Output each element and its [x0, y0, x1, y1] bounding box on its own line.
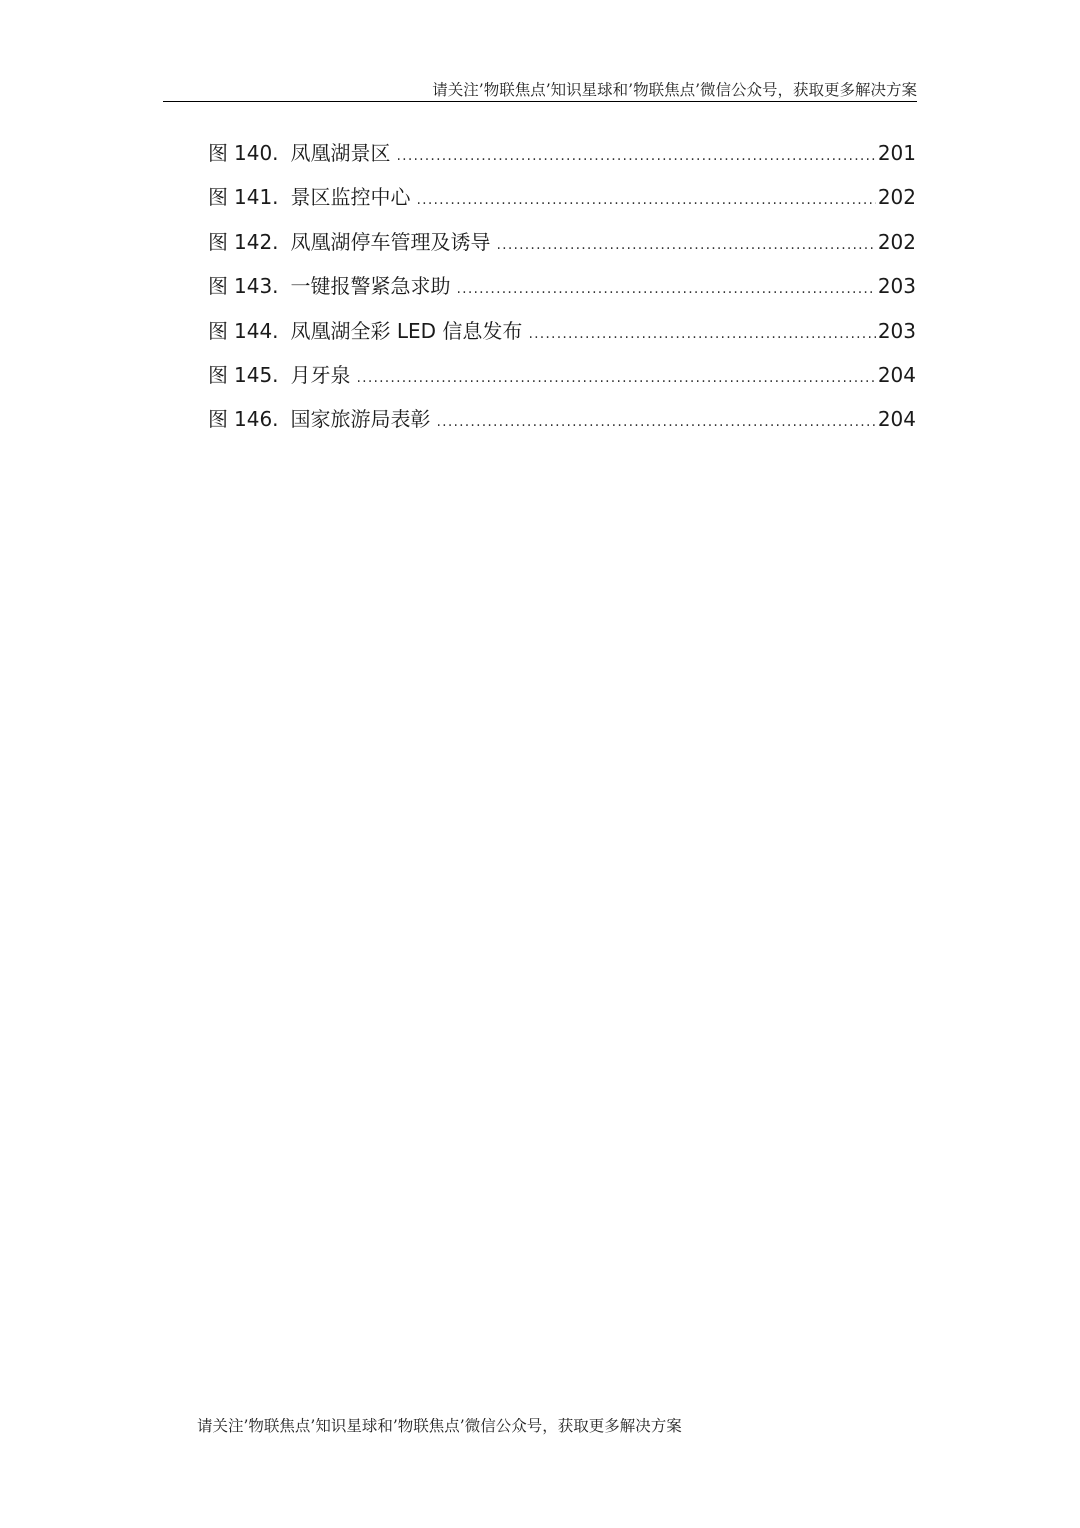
toc-entry-page: 204	[877, 407, 916, 432]
toc-entry-title: 凤凰湖停车管理及诱导	[290, 229, 491, 254]
toc-entry-prefix: 图	[208, 274, 228, 299]
page-footer: 请关注’物联焦点’知识星球和’物联焦点’微信公众号，获取更多解决方案	[197, 1417, 682, 1435]
toc-entry-prefix: 图	[208, 229, 228, 254]
toc-entry-page: 202	[877, 185, 916, 210]
toc-entry[interactable]	[208, 403, 916, 447]
toc-entry-title: 景区监控中心	[290, 185, 411, 210]
toc-entry[interactable]	[208, 181, 916, 225]
toc-entry-title: 一键报警紧急求助	[290, 274, 451, 299]
toc-entry-number: 140.	[234, 141, 279, 165]
toc-entry-page: 204	[877, 362, 916, 387]
page-header	[163, 76, 917, 102]
toc-entry-prefix: 图	[208, 362, 228, 387]
table-of-figures	[208, 137, 916, 448]
toc-entry-title: 凤凰湖景区	[290, 141, 391, 165]
header-text: 请关注’物联焦点’知识星球和’物联焦点’微信公众号，获取更多解决方案	[432, 81, 917, 99]
toc-entry-page: 203	[877, 274, 916, 299]
toc-entry-number: 146.	[234, 407, 279, 432]
toc-entry-prefix: 图	[208, 407, 228, 432]
toc-entry-number: 145.	[234, 362, 279, 387]
toc-entry-page: 201	[877, 141, 916, 165]
toc-entry-number: 143.	[234, 274, 279, 299]
toc-entry[interactable]	[208, 137, 916, 181]
toc-dot-leader	[357, 362, 876, 394]
toc-entry-title: 国家旅游局表彰	[290, 407, 431, 432]
toc-dot-leader	[397, 140, 876, 172]
toc-entry-page: 203	[877, 318, 916, 343]
toc-entry-title: 月牙泉	[290, 362, 351, 387]
toc-dot-leader	[457, 273, 876, 305]
toc-entry-page: 202	[877, 229, 916, 254]
toc-entry-prefix: 图	[208, 141, 228, 165]
toc-entry-title: 凤凰湖全彩 LED 信息发布	[290, 318, 523, 343]
toc-dot-leader	[437, 406, 876, 438]
toc-entry[interactable]	[208, 359, 916, 403]
toc-entry[interactable]	[208, 315, 916, 359]
toc-entry-number: 142.	[234, 229, 279, 254]
toc-entry-number: 141.	[234, 185, 279, 210]
toc-dot-leader	[528, 318, 875, 350]
toc-entry-number: 144.	[234, 318, 279, 343]
toc-entry[interactable]	[208, 270, 916, 314]
toc-entry-prefix: 图	[208, 185, 228, 210]
toc-entry-prefix: 图	[208, 318, 228, 343]
toc-entry[interactable]	[208, 226, 916, 270]
toc-dot-leader	[497, 229, 876, 261]
toc-dot-leader	[417, 184, 876, 216]
